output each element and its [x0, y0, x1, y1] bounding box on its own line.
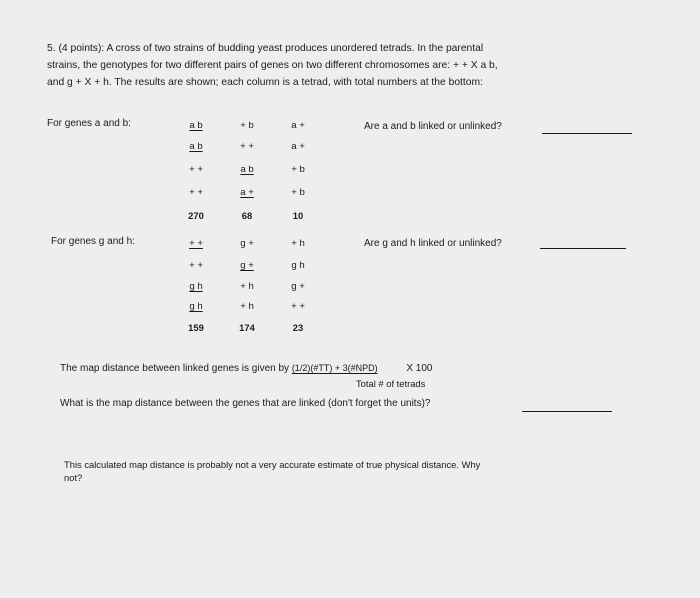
gh-question: Are g and h linked or unlinked? — [364, 238, 502, 249]
spore-genotype: + + — [291, 301, 305, 312]
spore-genotype: + b — [291, 164, 305, 175]
closing-question-line-2: not? — [64, 472, 83, 483]
spore-genotype: g h — [189, 301, 203, 312]
ab-answer-blank[interactable] — [542, 133, 632, 134]
map-distance-answer-blank[interactable] — [522, 411, 612, 412]
spore-genotype: + + — [189, 238, 203, 249]
spore-genotype: + b — [291, 187, 305, 198]
spore-genotype: a b — [189, 120, 203, 131]
spore-genotype: a + — [240, 187, 254, 198]
spore-genotype: + + — [189, 260, 203, 271]
tetrad-total: 23 — [292, 322, 304, 333]
intro-line-1: 5. (4 points): A cross of two strains of budding yeast produces unordered tetrads. In the parental — [47, 43, 484, 54]
formula-text — [60, 363, 433, 374]
spore-genotype: a b — [189, 141, 203, 152]
tetrad-total: 68 — [241, 210, 253, 221]
spore-genotype: g + — [240, 260, 254, 271]
spore-genotype: g h — [291, 260, 305, 271]
spore-genotype: + h — [291, 238, 305, 249]
tetrad-total: 270 — [188, 210, 204, 221]
spore-genotype: g + — [291, 281, 305, 292]
spore-genotype: + b — [240, 120, 254, 131]
tetrad-total: 159 — [188, 322, 204, 333]
ab-section-label: For genes a and b: — [47, 118, 131, 129]
spore-genotype: g + — [240, 238, 254, 249]
spore-genotype: + + — [240, 141, 254, 152]
spore-genotype: + + — [189, 187, 203, 198]
intro-line-3: and g + X + h. The results are shown; each column is a tetrad, with total numbers at the bottom: — [47, 77, 483, 88]
spore-genotype: a + — [291, 120, 305, 131]
formula-prefix: The map distance between linked genes is given by — [60, 363, 290, 374]
formula-denominator: Total # of tetrads — [356, 378, 426, 389]
spore-genotype: + + — [189, 164, 203, 175]
formula-numerator: (1/2)(#TT) + 3(#NPD) — [291, 363, 378, 373]
tetrad-total: 174 — [239, 322, 255, 333]
formula-multiplier: X 100 — [406, 363, 433, 374]
spore-genotype: + h — [240, 281, 254, 292]
map-distance-question: What is the map distance between the genes that are linked (don't forget the units)? — [60, 398, 431, 409]
spore-genotype: a + — [291, 141, 305, 152]
spore-genotype: + h — [240, 301, 254, 312]
spore-genotype: a b — [240, 164, 254, 175]
ab-question: Are a and b linked or unlinked? — [364, 121, 502, 132]
gh-section-label: For genes g and h: — [51, 236, 135, 247]
closing-question-line-1: This calculated map distance is probably not a very accurate estimate of true physical distance. Why — [64, 459, 481, 470]
gh-answer-blank[interactable] — [540, 248, 626, 249]
spore-genotype: g h — [189, 281, 203, 292]
tetrad-total: 10 — [292, 210, 304, 221]
intro-line-2: strains, the genotypes for two different pairs of genes on two different chromosomes are: + + X a b, — [47, 60, 498, 71]
